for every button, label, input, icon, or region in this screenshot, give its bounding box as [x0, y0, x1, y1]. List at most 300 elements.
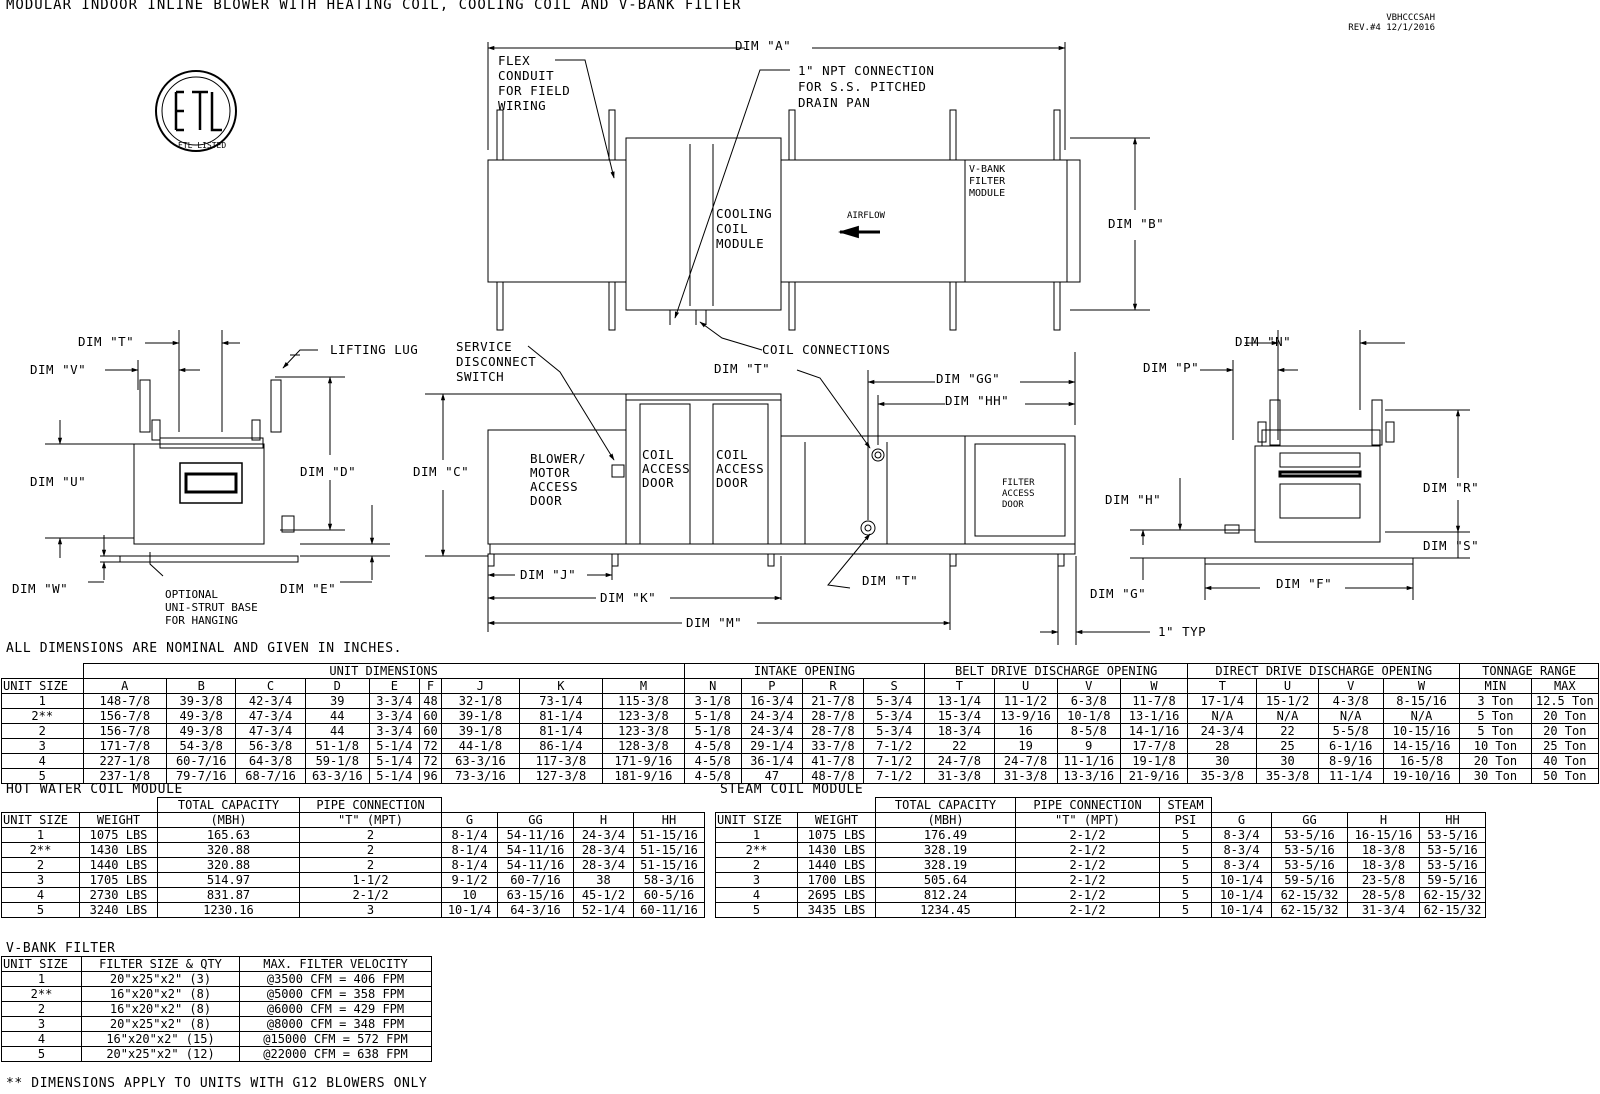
dim-f-label: DIM "F" [1276, 576, 1333, 591]
table-cell: 58-3/16 [634, 873, 705, 888]
table-cell: 24-3/4 [1188, 724, 1257, 739]
table-cell: 5 [2, 903, 80, 918]
table-cell: 63-15/16 [498, 888, 574, 903]
table-cell: 44 [305, 709, 369, 724]
table-cell: 47 [741, 769, 802, 784]
dim-j-label: DIM "J" [520, 567, 577, 582]
table-cell: 2730 LBS [80, 888, 158, 903]
table-cell: 24-7/8 [994, 754, 1057, 769]
column-header: MAX [1531, 679, 1598, 694]
table-row [2, 754, 1599, 769]
table-row [2, 1017, 432, 1032]
table-cell: 12.5 Ton [1531, 694, 1598, 709]
table-cell: 62-15/32 [1272, 903, 1348, 918]
table-cell: 2 [300, 858, 442, 873]
table-cell: N/A [1188, 709, 1257, 724]
table-cell: N/A [1257, 709, 1318, 724]
table-cell: 1-1/2 [300, 873, 442, 888]
column-header: K [519, 679, 603, 694]
table-cell: 320.88 [158, 843, 300, 858]
st-steam: STEAM [1160, 798, 1212, 813]
column-header: T [1188, 679, 1257, 694]
table-cell: 5-1/4 [369, 769, 419, 784]
table-body [2, 694, 1599, 784]
drawing-title: MODULAR INDOOR INLINE BLOWER WITH HEATING COIL, COOLING COIL AND V-BANK FILTER [6, 0, 742, 13]
table-cell: 237-1/8 [83, 769, 167, 784]
dim-w-label: DIM "W" [12, 581, 69, 596]
table-cell: 5 [1160, 843, 1212, 858]
table-row [716, 828, 1486, 843]
column-header: UNIT SIZE [716, 813, 798, 828]
dim-m-label: DIM "M" [686, 615, 743, 630]
group-belt-drive: BELT DRIVE DISCHARGE OPENING [925, 664, 1188, 679]
table-cell: 35-3/8 [1257, 769, 1318, 784]
table-row [2, 724, 1599, 739]
dim-r-label: DIM "R" [1423, 480, 1480, 495]
table-cell: 53-5/16 [1272, 843, 1348, 858]
table-cell: 54-3/8 [167, 739, 236, 754]
table-cell: 22 [925, 739, 994, 754]
group-intake-opening: INTAKE OPENING [684, 664, 925, 679]
table-cell: @6000 CFM = 429 FPM [240, 1002, 432, 1017]
column-header: "T" (MPT) [300, 813, 442, 828]
table-cell: 14-15/16 [1383, 739, 1459, 754]
table-cell: 56-3/8 [236, 739, 305, 754]
table-cell: 831.87 [158, 888, 300, 903]
table-cell: 4 [2, 754, 84, 769]
column-header: W [1383, 679, 1459, 694]
table-cell: 20 Ton [1531, 724, 1598, 739]
table-cell: 4-5/8 [684, 769, 741, 784]
table-cell: 10-1/4 [1212, 903, 1272, 918]
table-cell: 86-1/4 [519, 739, 603, 754]
table-cell: 62-15/32 [1420, 903, 1486, 918]
table-cell: 2 [716, 858, 798, 873]
dim-a-label: DIM "A" [735, 38, 792, 53]
table-cell: 8-1/4 [442, 843, 498, 858]
logo-text: ETL LISTED [178, 141, 227, 150]
table-cell: 227-1/8 [83, 754, 167, 769]
table-cell: 117-3/8 [519, 754, 603, 769]
table-cell: N/A [1383, 709, 1459, 724]
st-header-row [716, 813, 1486, 828]
table-cell: 16"x20"x2" (15) [82, 1032, 240, 1047]
table-cell: 176.49 [876, 828, 1016, 843]
table-cell: 96 [419, 769, 441, 784]
table-cell: 54-11/16 [498, 843, 574, 858]
table-cell: 16 [994, 724, 1057, 739]
dim-k-label: DIM "K" [600, 590, 657, 605]
table-cell: 35-3/8 [1188, 769, 1257, 784]
table-cell: 3 [716, 873, 798, 888]
table-cell: 81-1/4 [519, 709, 603, 724]
table-cell: 5 [1160, 873, 1212, 888]
table-cell: 50 Ton [1531, 769, 1598, 784]
hw-pipe-connection: PIPE CONNECTION [300, 798, 442, 813]
table-cell: 28-7/8 [802, 724, 863, 739]
table-cell: 47-3/4 [236, 709, 305, 724]
table-cell: 18-3/8 [1348, 843, 1420, 858]
table-cell: 328.19 [876, 843, 1016, 858]
table-cell: 38 [574, 873, 634, 888]
column-header: UNIT SIZE [2, 679, 84, 694]
table-cell: 81-1/4 [519, 724, 603, 739]
table-cell: 171-9/16 [603, 754, 685, 769]
coil-connections-label: COIL CONNECTIONS [762, 342, 891, 357]
table-cell: 13-9/16 [994, 709, 1057, 724]
column-header-row [2, 679, 1599, 694]
table-cell: 812.24 [876, 888, 1016, 903]
table-cell: 2** [2, 987, 82, 1002]
column-header: E [369, 679, 419, 694]
table-cell: 1430 LBS [798, 843, 876, 858]
st-pipe-connection: PIPE CONNECTION [1016, 798, 1160, 813]
table-cell: 123-3/8 [603, 724, 685, 739]
table-cell: 1230.16 [158, 903, 300, 918]
table-cell: 52-1/4 [574, 903, 634, 918]
table-cell: @5000 CFM = 358 FPM [240, 987, 432, 1002]
table-cell: 18-3/4 [925, 724, 994, 739]
table-cell: 8-3/4 [1212, 843, 1272, 858]
table-cell: 4-5/8 [684, 754, 741, 769]
column-header: UNIT SIZE [2, 813, 80, 828]
left-end-view [45, 330, 390, 582]
table-cell: 49-3/8 [167, 709, 236, 724]
table-cell: 42-3/4 [236, 694, 305, 709]
table-cell: 29-1/4 [741, 739, 802, 754]
hot-water-title: HOT WATER COIL MODULE [6, 782, 183, 797]
column-header: U [1257, 679, 1318, 694]
table-cell: 2 [2, 724, 84, 739]
nominal-dimensions-note: ALL DIMENSIONS ARE NOMINAL AND GIVEN IN INCHES. [6, 641, 403, 656]
table-cell: @15000 CFM = 572 FPM [240, 1032, 432, 1047]
table-cell: 4-5/8 [684, 739, 741, 754]
table-row [2, 873, 705, 888]
table-cell: 3-3/4 [369, 709, 419, 724]
table-cell: 21-7/8 [802, 694, 863, 709]
st-total-capacity: TOTAL CAPACITY [876, 798, 1016, 813]
table-cell: 28 [1188, 739, 1257, 754]
table-cell: 24-3/4 [574, 828, 634, 843]
dim-e-label: DIM "E" [280, 581, 337, 596]
dim-p-label: DIM "P" [1143, 360, 1200, 375]
column-header: R [802, 679, 863, 694]
table-cell: 8-15/16 [1383, 694, 1459, 709]
table-row [2, 694, 1599, 709]
dim-g-label: DIM "G" [1090, 586, 1147, 601]
table-cell: 31-3/4 [1348, 903, 1420, 918]
table-cell: 15-1/2 [1257, 694, 1318, 709]
table-cell: 10 Ton [1460, 739, 1531, 754]
table-cell: 23-5/8 [1348, 873, 1420, 888]
table-cell: 40 Ton [1531, 754, 1598, 769]
table-cell: 3 [2, 739, 84, 754]
etl-listed-logo [156, 71, 236, 151]
column-header: U [994, 679, 1057, 694]
table-row [2, 828, 705, 843]
table-cell: 1430 LBS [80, 843, 158, 858]
table-cell: 3 [2, 873, 80, 888]
table-cell: 30 [1188, 754, 1257, 769]
table-cell: 25 Ton [1531, 739, 1598, 754]
table-cell: 1075 LBS [798, 828, 876, 843]
table-cell: 2** [2, 843, 80, 858]
column-header: MIN [1460, 679, 1531, 694]
table-row [2, 1032, 432, 1047]
table-cell: 11-1/16 [1057, 754, 1120, 769]
vbank-filter-table [1, 956, 432, 1062]
column-header: "T" (MPT) [1016, 813, 1160, 828]
table-cell: @8000 CFM = 348 FPM [240, 1017, 432, 1032]
table-cell: 16-5/8 [1383, 754, 1459, 769]
table-cell: 44 [305, 724, 369, 739]
column-header: A [83, 679, 167, 694]
table-cell: 5-1/4 [369, 739, 419, 754]
table-cell: 8-3/4 [1212, 858, 1272, 873]
lifting-lug-label: LIFTING LUG [330, 342, 419, 357]
coil-access-door-label-1: COIL ACCESS DOOR [642, 447, 691, 490]
column-header: H [574, 813, 634, 828]
table-cell: 1 [2, 828, 80, 843]
table-cell: 9 [1057, 739, 1120, 754]
dim-gg-label: DIM "GG" [936, 371, 1001, 386]
table-cell: 60-7/16 [498, 873, 574, 888]
table-row [716, 843, 1486, 858]
table-cell: 25 [1257, 739, 1318, 754]
table-cell: 6-1/16 [1318, 739, 1383, 754]
table-cell: 5 Ton [1460, 709, 1531, 724]
table-cell: 5 [2, 1047, 82, 1062]
dim-d-label: DIM "D" [300, 464, 357, 479]
column-header: HH [634, 813, 705, 828]
column-header: FILTER SIZE & QTY [82, 957, 240, 972]
table-row [2, 739, 1599, 754]
table-cell: 30 [1257, 754, 1318, 769]
table-row [2, 1047, 432, 1062]
table-cell: 2 [300, 843, 442, 858]
table-cell: 8-9/16 [1318, 754, 1383, 769]
table-cell: 48-7/8 [802, 769, 863, 784]
table-cell: 4 [2, 888, 80, 903]
table-cell: 5 Ton [1460, 724, 1531, 739]
column-header: T [925, 679, 994, 694]
dim-t-left-label: DIM "T" [78, 334, 135, 349]
table-row [716, 888, 1486, 903]
table-cell: 2-1/2 [1016, 903, 1160, 918]
column-header: HH [1420, 813, 1486, 828]
table-cell: 49-3/8 [167, 724, 236, 739]
table-cell: 64-3/8 [236, 754, 305, 769]
table-cell: 165.63 [158, 828, 300, 843]
table-cell: 10-1/4 [442, 903, 498, 918]
table-cell: 5-1/8 [684, 709, 741, 724]
table-cell: 17-1/4 [1188, 694, 1257, 709]
dim-c-label: DIM "C" [413, 464, 470, 479]
unit-dimensions-table [1, 663, 1599, 784]
group-unit-dimensions: UNIT DIMENSIONS [83, 664, 684, 679]
table-cell: 3-1/8 [684, 694, 741, 709]
column-header: (MBH) [876, 813, 1016, 828]
table-cell: 13-1/16 [1120, 709, 1187, 724]
table-cell: 11-7/8 [1120, 694, 1187, 709]
table-cell: 514.97 [158, 873, 300, 888]
column-header: GG [498, 813, 574, 828]
hw-header-row [2, 813, 705, 828]
table-cell: 44-1/8 [442, 739, 519, 754]
table-cell: 3240 LBS [80, 903, 158, 918]
table-cell: 5 [1160, 828, 1212, 843]
dim-v-label: DIM "V" [30, 362, 87, 377]
dim-t-lower-label: DIM "T" [862, 573, 919, 588]
table-cell: 4-3/8 [1318, 694, 1383, 709]
table-cell: 60-11/16 [634, 903, 705, 918]
table-cell: 31-3/8 [994, 769, 1057, 784]
table-cell: 1440 LBS [798, 858, 876, 873]
table-cell: N/A [1318, 709, 1383, 724]
table-cell: 127-3/8 [519, 769, 603, 784]
column-header: WEIGHT [798, 813, 876, 828]
table-cell: 3 [300, 903, 442, 918]
table-cell: 14-1/16 [1120, 724, 1187, 739]
table-row [2, 987, 432, 1002]
table-row [2, 888, 705, 903]
group-tonnage-range: TONNAGE RANGE [1460, 664, 1599, 679]
table-cell: 48 [419, 694, 441, 709]
table-cell: 2695 LBS [798, 888, 876, 903]
cooling-coil-module-label: COOLING COIL MODULE [716, 206, 773, 251]
table-cell: 60 [419, 724, 441, 739]
table-cell: 8-1/4 [442, 858, 498, 873]
table-cell: 5 [1160, 888, 1212, 903]
table-cell: 2-1/2 [1016, 888, 1160, 903]
column-header: M [603, 679, 685, 694]
coil-access-door-label-2: COIL ACCESS DOOR [716, 447, 765, 490]
table-cell: 28-3/4 [574, 843, 634, 858]
table-cell: 53-5/16 [1420, 843, 1486, 858]
column-header: WEIGHT [80, 813, 158, 828]
table-cell: 505.64 [876, 873, 1016, 888]
table-cell: 8-1/4 [442, 828, 498, 843]
dim-s-label: DIM "S" [1423, 538, 1480, 553]
uni-strut-note: OPTIONAL UNI-STRUT BASE FOR HANGING [165, 588, 258, 627]
table-cell: 39 [305, 694, 369, 709]
table-cell: 2-1/2 [300, 888, 442, 903]
table-cell: 5-1/4 [369, 754, 419, 769]
table-cell: 5-3/4 [864, 724, 925, 739]
table-cell: 20 Ton [1460, 754, 1531, 769]
table-cell: 13-3/16 [1057, 769, 1120, 784]
table-cell: 3435 LBS [798, 903, 876, 918]
column-header: V [1318, 679, 1383, 694]
column-header: V [1057, 679, 1120, 694]
table-cell: 3 Ton [1460, 694, 1531, 709]
column-header: C [236, 679, 305, 694]
hot-water-coil-table [1, 797, 705, 918]
table-cell: 36-1/4 [741, 754, 802, 769]
table-cell: 47-3/4 [236, 724, 305, 739]
table-cell: 28-3/4 [574, 858, 634, 873]
table-cell: 16"x20"x2" (8) [82, 987, 240, 1002]
table-cell: 73-1/4 [519, 694, 603, 709]
table-cell: 41-7/8 [802, 754, 863, 769]
table-cell: 128-3/8 [603, 739, 685, 754]
table-cell: 10-15/16 [1383, 724, 1459, 739]
table-cell: 31-3/8 [925, 769, 994, 784]
table-cell: 10-1/8 [1057, 709, 1120, 724]
table-cell: 60-7/16 [167, 754, 236, 769]
table-cell: 22 [1257, 724, 1318, 739]
table-cell: 10-1/4 [1212, 888, 1272, 903]
column-header: (MBH) [158, 813, 300, 828]
table-cell: 2 [2, 1002, 82, 1017]
table-cell: 9-1/2 [442, 873, 498, 888]
table-cell: 10 [442, 888, 498, 903]
table-cell: 2-1/2 [1016, 858, 1160, 873]
column-header: G [1212, 813, 1272, 828]
table-cell: 39-1/8 [442, 709, 519, 724]
table-cell: 2 [2, 858, 80, 873]
table-cell: 51-15/16 [634, 828, 705, 843]
table-cell: 30 Ton [1460, 769, 1531, 784]
table-cell: 53-5/16 [1272, 858, 1348, 873]
table-cell: 123-3/8 [603, 709, 685, 724]
table-cell: 4 [2, 1032, 82, 1047]
table-cell: 33-7/8 [802, 739, 863, 754]
table-cell: 39-1/8 [442, 724, 519, 739]
table-cell: 59-5/16 [1420, 873, 1486, 888]
vb-header-row [2, 957, 432, 972]
table-cell: 5 [1160, 858, 1212, 873]
vbank-title: V-BANK FILTER [6, 941, 116, 956]
column-header: F [419, 679, 441, 694]
dim-hh-label: DIM "HH" [945, 393, 1010, 408]
column-header: G [442, 813, 498, 828]
table-cell: 5 [2, 769, 84, 784]
table-cell: 3-3/4 [369, 724, 419, 739]
table-cell: 72 [419, 754, 441, 769]
table-cell: 20"x25"x2" (12) [82, 1047, 240, 1062]
table-cell: 28-5/8 [1348, 888, 1420, 903]
table-cell: 16-3/4 [741, 694, 802, 709]
column-header: P [741, 679, 802, 694]
service-disconnect-label: SERVICE DISCONNECT SWITCH [456, 339, 537, 384]
table-cell: 115-3/8 [603, 694, 685, 709]
table-cell: 45-1/2 [574, 888, 634, 903]
doc-id: VBHCCCSAH [1386, 13, 1435, 23]
table-cell: 51-1/8 [305, 739, 369, 754]
dim-u-label: DIM "U" [30, 474, 87, 489]
table-cell: 5-1/8 [684, 724, 741, 739]
table-cell: 2-1/2 [1016, 843, 1160, 858]
table-cell: 1234.45 [876, 903, 1016, 918]
table-cell: 1 [2, 972, 82, 987]
table-cell: 156-7/8 [83, 724, 167, 739]
column-header: PSI [1160, 813, 1212, 828]
table-cell: 5-3/4 [864, 694, 925, 709]
table-cell: 5-3/4 [864, 709, 925, 724]
table-cell: 4 [716, 888, 798, 903]
table-cell: 19-1/8 [1120, 754, 1187, 769]
table-cell: 8-3/4 [1212, 828, 1272, 843]
table-cell: 2-1/2 [1016, 873, 1160, 888]
table-cell: 2 [300, 828, 442, 843]
table-cell: 51-15/16 [634, 843, 705, 858]
table-cell: 171-7/8 [83, 739, 167, 754]
table-cell: 3 [2, 1017, 82, 1032]
table-cell: 51-15/16 [634, 858, 705, 873]
table-row [716, 873, 1486, 888]
table-cell: 7-1/2 [864, 769, 925, 784]
